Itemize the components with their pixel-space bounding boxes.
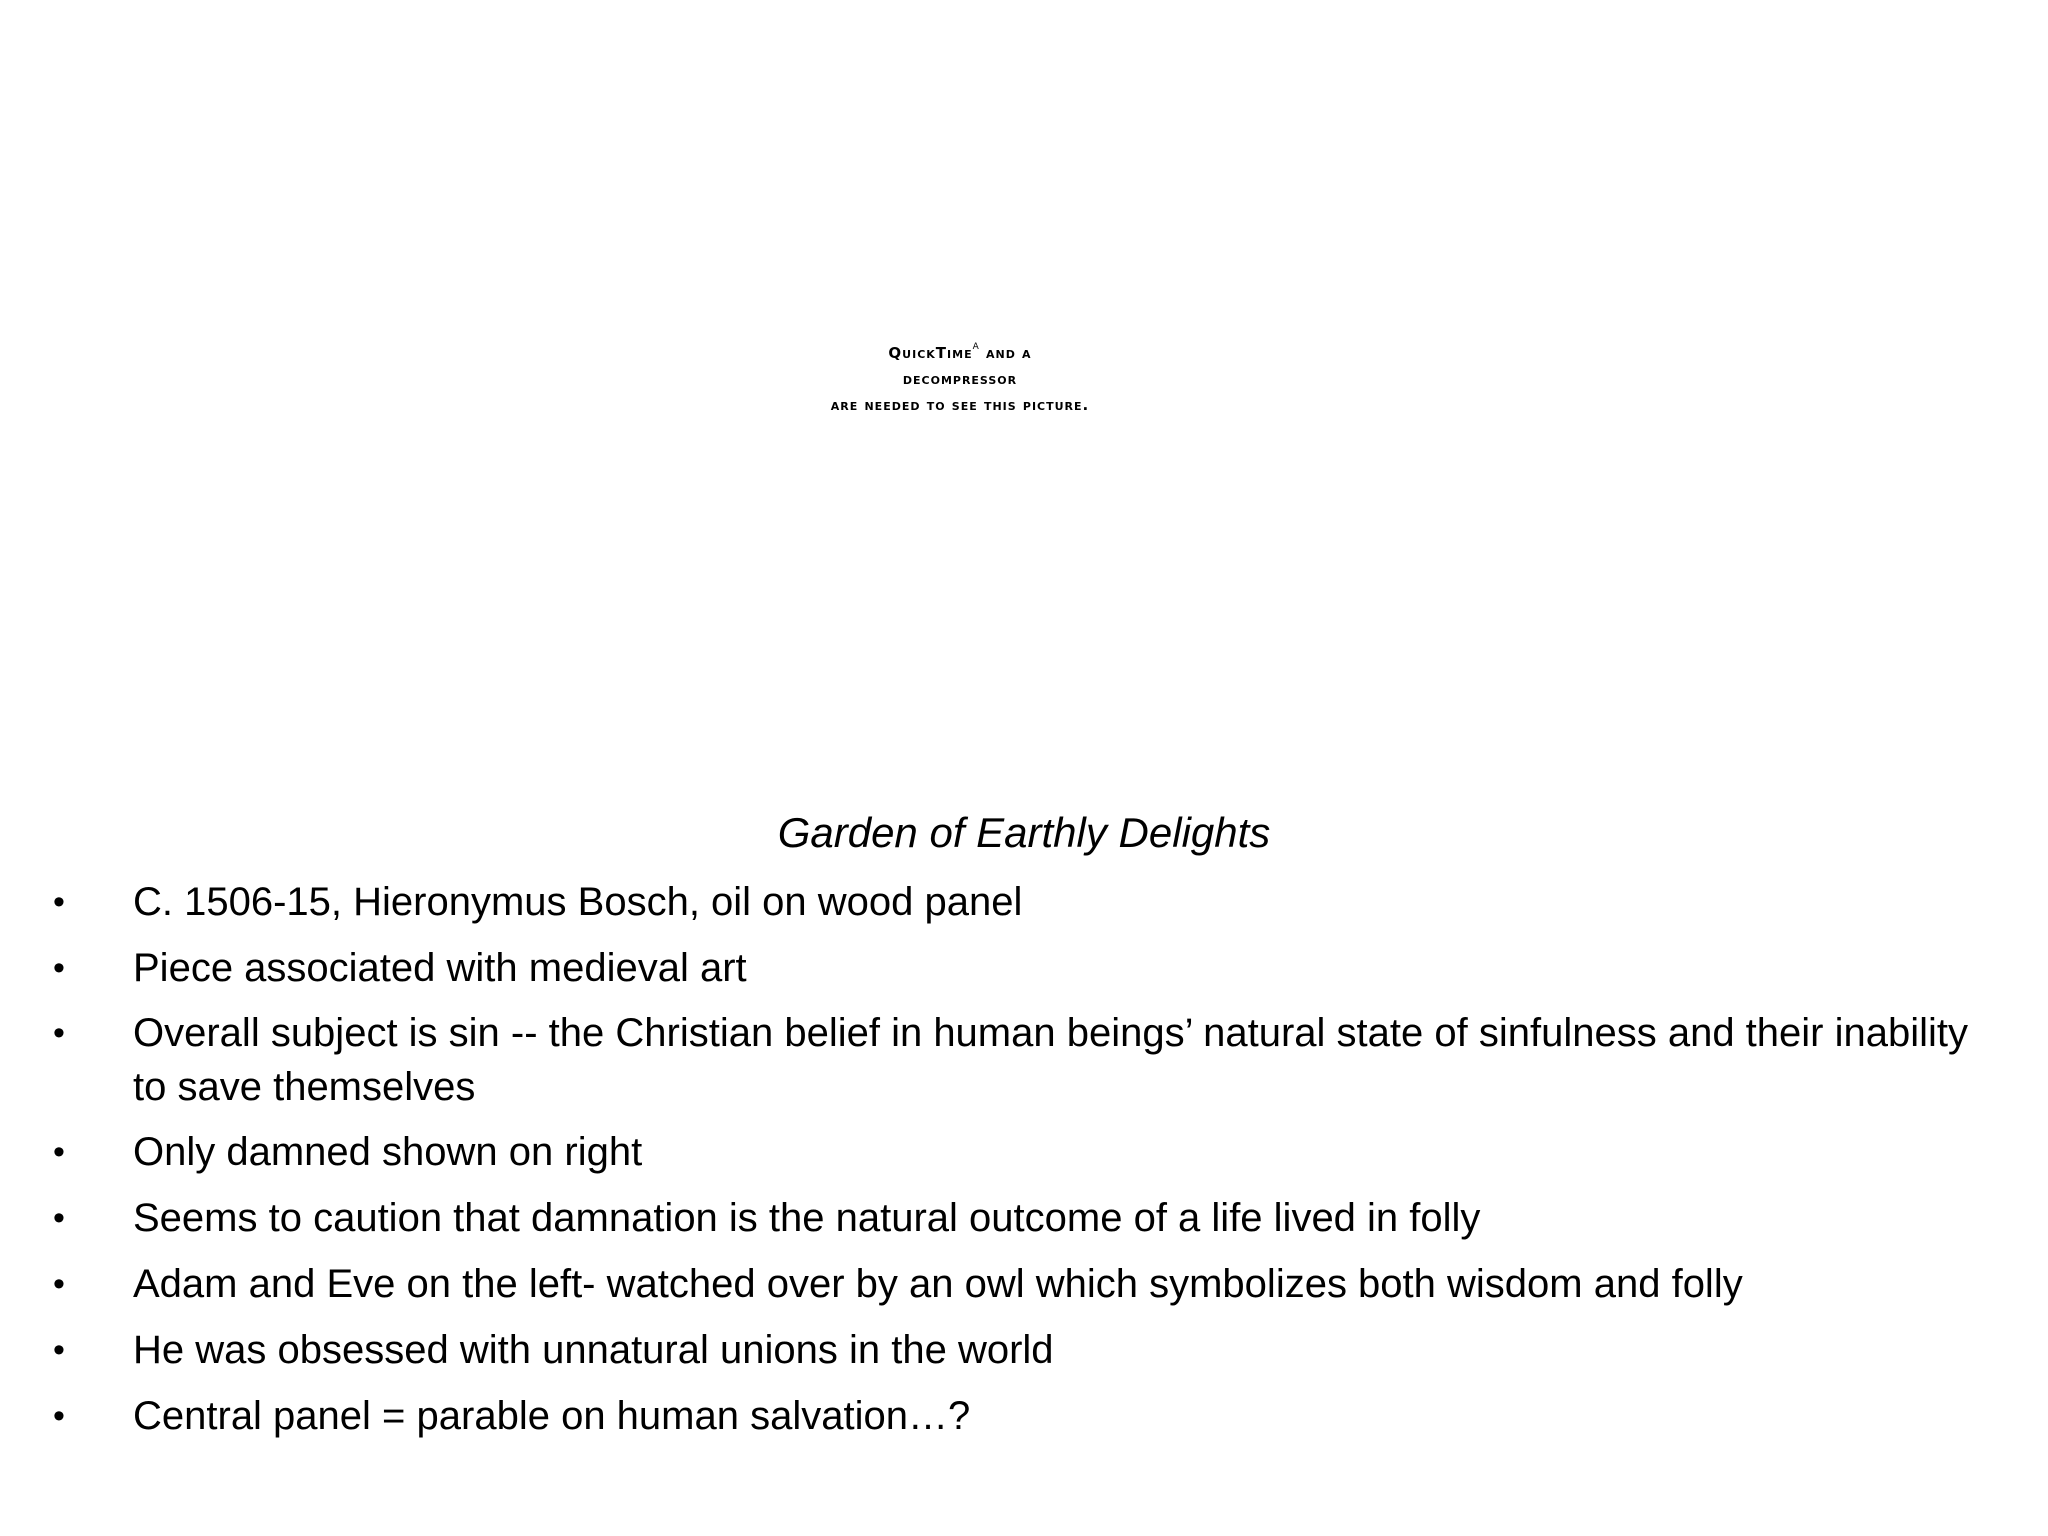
quicktime-placeholder bbox=[760, 340, 1160, 440]
bullet-icon: • bbox=[53, 949, 65, 987]
bullet-icon: • bbox=[53, 1014, 65, 1052]
bullet-item bbox=[0, 1322, 2048, 1378]
bullet-text: Central panel = parable on human salvation…? bbox=[133, 1394, 971, 1438]
bullet-list bbox=[0, 874, 2048, 1454]
placeholder-and-a-text: and a bbox=[979, 344, 1032, 362]
bullet-item bbox=[0, 874, 2048, 930]
bullet-icon: • bbox=[53, 1133, 65, 1171]
bullet-item bbox=[0, 1006, 2048, 1114]
bullet-icon: • bbox=[53, 1265, 65, 1303]
artwork-title: Garden of Earthly Delights bbox=[777, 809, 1271, 856]
bullet-text: Seems to caution that damnation is the natural outcome of a life lived in folly bbox=[133, 1196, 1481, 1240]
bullet-icon: • bbox=[53, 1397, 65, 1435]
bullet-text: Piece associated with medieval art bbox=[133, 946, 747, 990]
bullet-text: C. 1506-15, Hieronymus Bosch, oil on wood panel bbox=[133, 880, 1023, 924]
bullet-icon: • bbox=[53, 1199, 65, 1237]
bullet-text: Overall subject is sin -- the Christian belief in human beings’ natural state of sinfulness and their inability to save themselves bbox=[133, 1011, 1968, 1109]
bullet-icon: • bbox=[53, 1331, 65, 1369]
placeholder-line-1 bbox=[760, 340, 1160, 366]
bullet-item bbox=[0, 1190, 2048, 1246]
bullet-item bbox=[0, 1388, 2048, 1444]
bullet-item bbox=[0, 1256, 2048, 1312]
bullet-text: He was obsessed with unnatural unions in the world bbox=[133, 1328, 1054, 1372]
bullet-item bbox=[0, 940, 2048, 996]
bullet-item bbox=[0, 1124, 2048, 1180]
bullet-text: Adam and Eve on the left- watched over by an owl which symbolizes both wisdom and folly bbox=[133, 1262, 1743, 1306]
placeholder-line-3: are needed to see this picture. bbox=[830, 396, 1090, 414]
placeholder-quicktime-text: QuickTime bbox=[888, 344, 973, 362]
bullet-icon: • bbox=[53, 883, 65, 921]
bullet-text: Only damned shown on right bbox=[133, 1130, 643, 1174]
placeholder-line-2: decompressor bbox=[902, 370, 1018, 388]
placeholder-superscript: a bbox=[972, 338, 980, 353]
